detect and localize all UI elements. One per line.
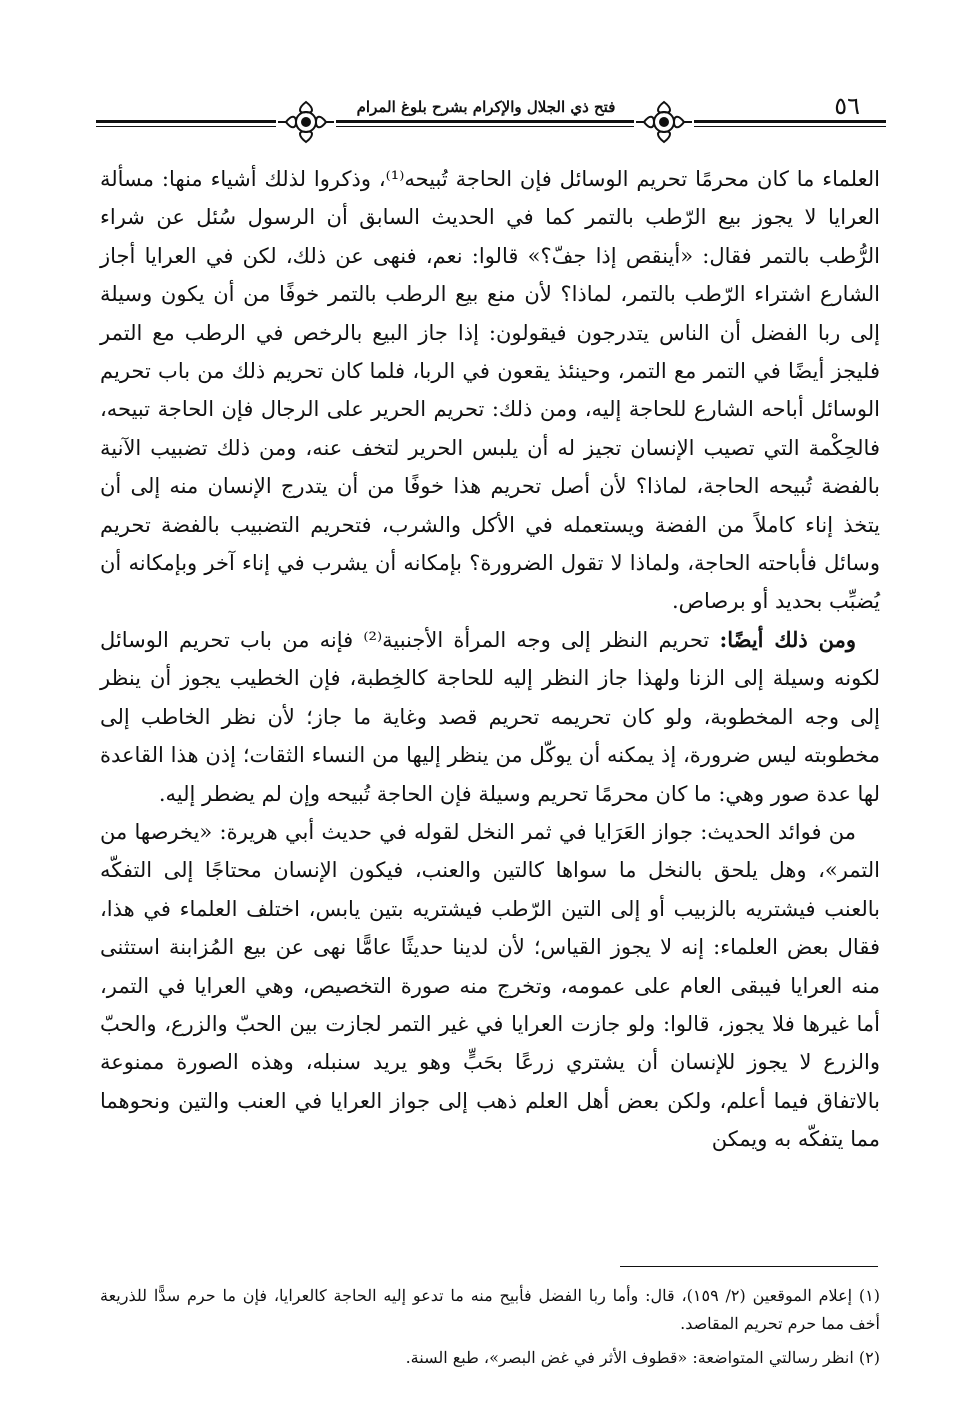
paragraph-1: العلماء ما كان محرمًا تحريم الوسائل فإن الحاجة تُبيحه⁽¹⁾، وذكروا لذلك أشياء منها: مسألة العرايا لا يجوز بيع الرّطب بالتمر كما في الحديث السابق أن الرسول سُئل عن شراء الرُّطب بالتمر فقال: «أينقص إذا جفّ؟» قالوا: نعم، فنهى عن ذلك، لكن في العرايا أجاز الشارع اشتراء الرّطب بالتمر، لماذا؟ لأن منع بيع الرطب بالتمر خوفًا من أن يكون وسيلة إلى ربا الفضل أن الناس يتدرجون فيقولون: إذا جاز البيع بالرخص في الرطب مع التمر فليجز أيضًا في التمر مع التمر، وحينئذ يقعون في الربا، فلما كان تحريم ذلك من باب تحريم الوسائل أباحه الشارع للحاجة إليه، ومن ذلك: تحريم الحرير على الرجال فإن الحاجة تبيحه، فالحِكْمة التي تصيب الإنسان تجيز له أن يلبس الحرير لتخف عنه، ومن ذلك تضبيب الآنية بالفضة تُبيحه الحاجة، لماذا؟ لأن أصل تحريم هذا خوفًا من أن يتدرج الإنسان منه إلى أن يتخذ إناء كاملاً من الفضة ويستعمله في الأكل والشرب، فتحريم التضبيب بالفضة تحريم وسائل فأباحته الحاجة، ولماذا لا تقول الضرورة؟ بإمكانه أن يشرب في إناء آخر وبإمكانه أن يُضبِّب بحديد أو برصاص. [100, 167, 881, 614]
header-rule-thin [96, 126, 886, 127]
header-ornament-right-icon [634, 88, 694, 148]
paragraph-2-lead: ومن ذلك أيضًا: [719, 626, 856, 652]
page-number: ٥٦ [828, 92, 866, 120]
footnote-separator [620, 1266, 878, 1267]
running-title: فتح ذي الجلال والإكرام بشرح بلوغ المرام [356, 98, 616, 116]
footnote-2: (٢) انظر رسالتي المتواضعة: «قطوف الأثر في غض البصر»، طبع السنة. [405, 1348, 880, 1367]
footnote-1: (١) إعلام الموقعين (٢/ ١٥٩)، قال: وأما ربا الفضل فأبيح منه ما تدعو إليه الحاجة كالعرايا، فإن ما حرم سدًّا للذريعة أخف مما حرم تحريم المقاصد. [100, 1286, 881, 1333]
paragraph-3: من فوائد الحديث: جواز العَرَايا في ثمر النخل لقوله في حديث أبي هريرة: «يخرصها من التمر»، وهل يلحق بالنخل ما سواها كالتين والعنب، فيكون الإنسان محتاجًا إلى التفكّه بالعنب فيشتريه بالزبيب أو إلى التين الرّطب فيشتريه بتين يابس، اختلف العلماء في هذا، فقال بعض العلماء: إنه لا يجوز القياس؛ لأن لدينا حديثًا عامًّا نهى عن بيع المُزابنة استثنى منه العرايا فيبقى العام على عمومه، وتخرج منه صورة التخصيص، وهي العرايا في التمر، أما غيرها فلا يجوز، قالوا: ولو جازت العرايا في غير التمر لجازت بين الحبّ والزرع، والحبّ والزرع لا يجوز للإنسان أن يشتري زرعًا بحَبٍّ وهو يريد سنبله، وهذه الصورة ممنوعة بالاتفاق فيما أعلم، ولكن بعض أهل العلم ذهب إلى جواز العرايا في العنب والتين ونحوهما مما يتفكّه به ويمكن [100, 819, 881, 1152]
header-rule-thick [96, 120, 886, 123]
header-ornament-left-icon [276, 88, 336, 148]
page-header [96, 88, 886, 148]
paragraph-2 [100, 621, 880, 813]
paragraph-2-body: تحريم النظر إلى وجه المرأة الأجنبية⁽²⁾ فإنه من باب تحريم الوسائل لكونه وسيلة إلى الزنا ولهذا جاز النظر إليه للحاجة كالخِطبة، فإن الخطيب يجوز أن ينظر إلى وجه المخطوبة، ولو كان تحريمه تحريم قصد وغاية ما جاز؛ لأن نظر الخاطب إلى مخطوبته ليس ضرورة، إذ يمكنه أن يوكّل من ينظر إليها من النساء الثقات؛ إذن هذا القاعدة لها عدة صور وهي: ما كان محرمًا تحريم وسيلة فإن الحاجة تُبيحه وإن لم يضطر إليه. [100, 627, 880, 806]
main-text [100, 160, 880, 1159]
footnotes [100, 1282, 880, 1378]
